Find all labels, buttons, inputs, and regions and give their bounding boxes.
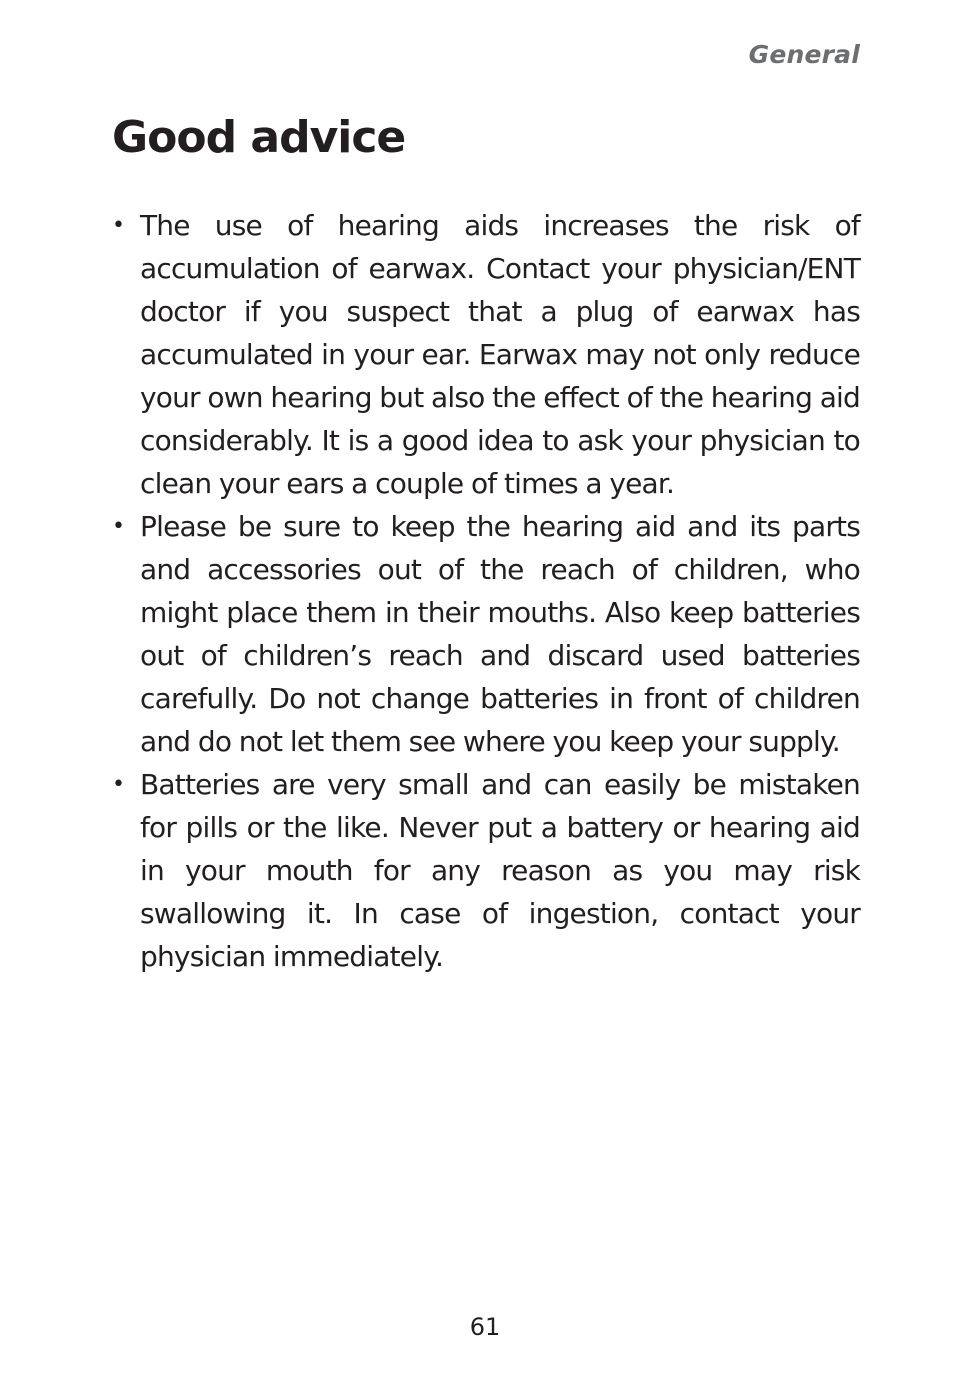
list-item xyxy=(112,763,860,978)
page-title: Good advice xyxy=(112,112,406,163)
bullet-icon: • xyxy=(112,514,125,539)
page-number: 61 xyxy=(469,1313,501,1341)
running-header: General xyxy=(748,40,860,69)
bullet-icon: • xyxy=(112,772,125,797)
advice-list xyxy=(112,204,860,978)
list-item-text: Batteries are very small and can easily be mistaken for pills or the like. Never put a battery or hearing aid in your mouth for any reason as you may risk swallowing it. In case of ingestion, contact your physician immediately. xyxy=(140,768,860,973)
list-item xyxy=(112,204,860,505)
list-item-text: Please be sure to keep the hearing aid and its parts and accessories out of the reach of children, who might place them in their mouths. Also keep batteries out of children’s reach and discard used batteries carefully. Do not change batteries in front of children and do not let them see where you keep your supply. xyxy=(140,510,860,758)
list-item xyxy=(112,505,860,763)
list-item-text: The use of hearing aids increases the risk of accumulation of earwax. Contact your physician/ENT doctor if you suspect that a plug of earwax has accumulated in your ear. Earwax may not only reduce your own hearing but also the effect of the hearing aid considerably. It is a good idea to ask your physician to clean your ears a couple of times a year. xyxy=(140,209,860,500)
bullet-icon: • xyxy=(112,213,125,238)
